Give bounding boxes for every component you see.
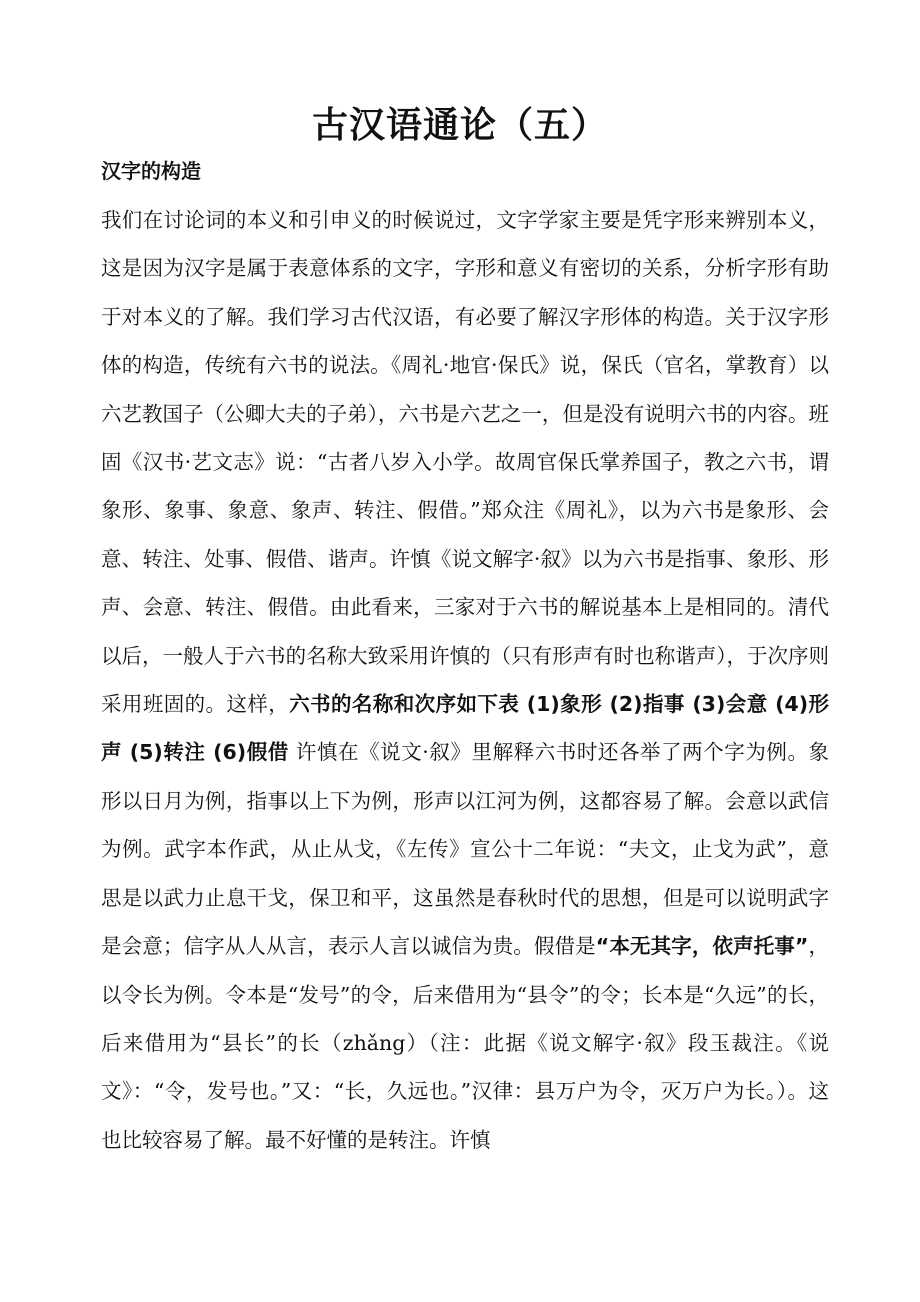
paragraph-text-part1: 我们在讨论词的本义和引申义的时候说过，文字学家主要是凭字形来辨别本义，这是因为汉字是属于表意体系的文字，字形和意义有密切的关系，分析字形有助于对本义的了解。我们学习古代汉语，有必要了解汉字形体的构造。关于汉字形体的构造，传统有六书的说法。《周礼·地官·保氏》说，保氏（官名，掌教育）以六艺教国子（公卿大夫的子弟），六书是六艺之一，但是没有说明六书的内容。班固《汉书·艺文志》说：“古者八岁入小学。故周官保氏掌养国子，教之六书，谓象形、象事、象意、象声、转注、假借。”郑众注《周礼》，以为六书是象形、会意、转注、处事、假借、谐声。许慎《说文解字·叙》以为六书是指事、象形、形声、会意、转注、假借。由此看来，三家对于六书的解说基本上是相同的。清代以后，一般人于六书的名称大致采用许慎的（只有形声有时也称谐声），于次序则采用班固的。这样， [101,208,829,717]
paragraph-text-part3: ，以令长为例。令本是“发号”的令，后来借用为“县令”的令；长本是“久远”的长，后来借用为“县长”的长（zhǎng）（注：此据《说文解字·叙》段玉裁注。《说文》：“令，发号也。”又：“长，久远也。”汉律：县万户为令，灭万户为长。）。这也比较容易了解。最不好懂的是转注。许慎 [101,934,830,1152]
body-paragraph [101,196,829,1164]
section-heading: 汉字的构造 [101,159,201,183]
document-title: 古汉语通论（五） [311,104,608,146]
six-scripts-list: 六书的名称和次序如下表 (1)象形 (2)指事 (3)会意 (4)形声 (5)转注 (6)假借 [101,692,830,765]
paragraph-text-part2: 许慎在《说文·叙》里解释六书时还各举了两个字为例。象形以日月为例，指事以上下为例，形声以江河为例，这都容易了解。会意以武信为例。武字本作武，从止从戈，《左传》宣公十二年说：“夫文，止戈为武”，意思是以武力止息干戈，保卫和平，这虽然是春秋时代的思想，但是可以说明武字是会意；信字从人从言，表示人言以诚信为贵。假借是 [101,740,829,959]
jiajie-definition-quote: “本无其字，依声托事” [595,934,809,959]
